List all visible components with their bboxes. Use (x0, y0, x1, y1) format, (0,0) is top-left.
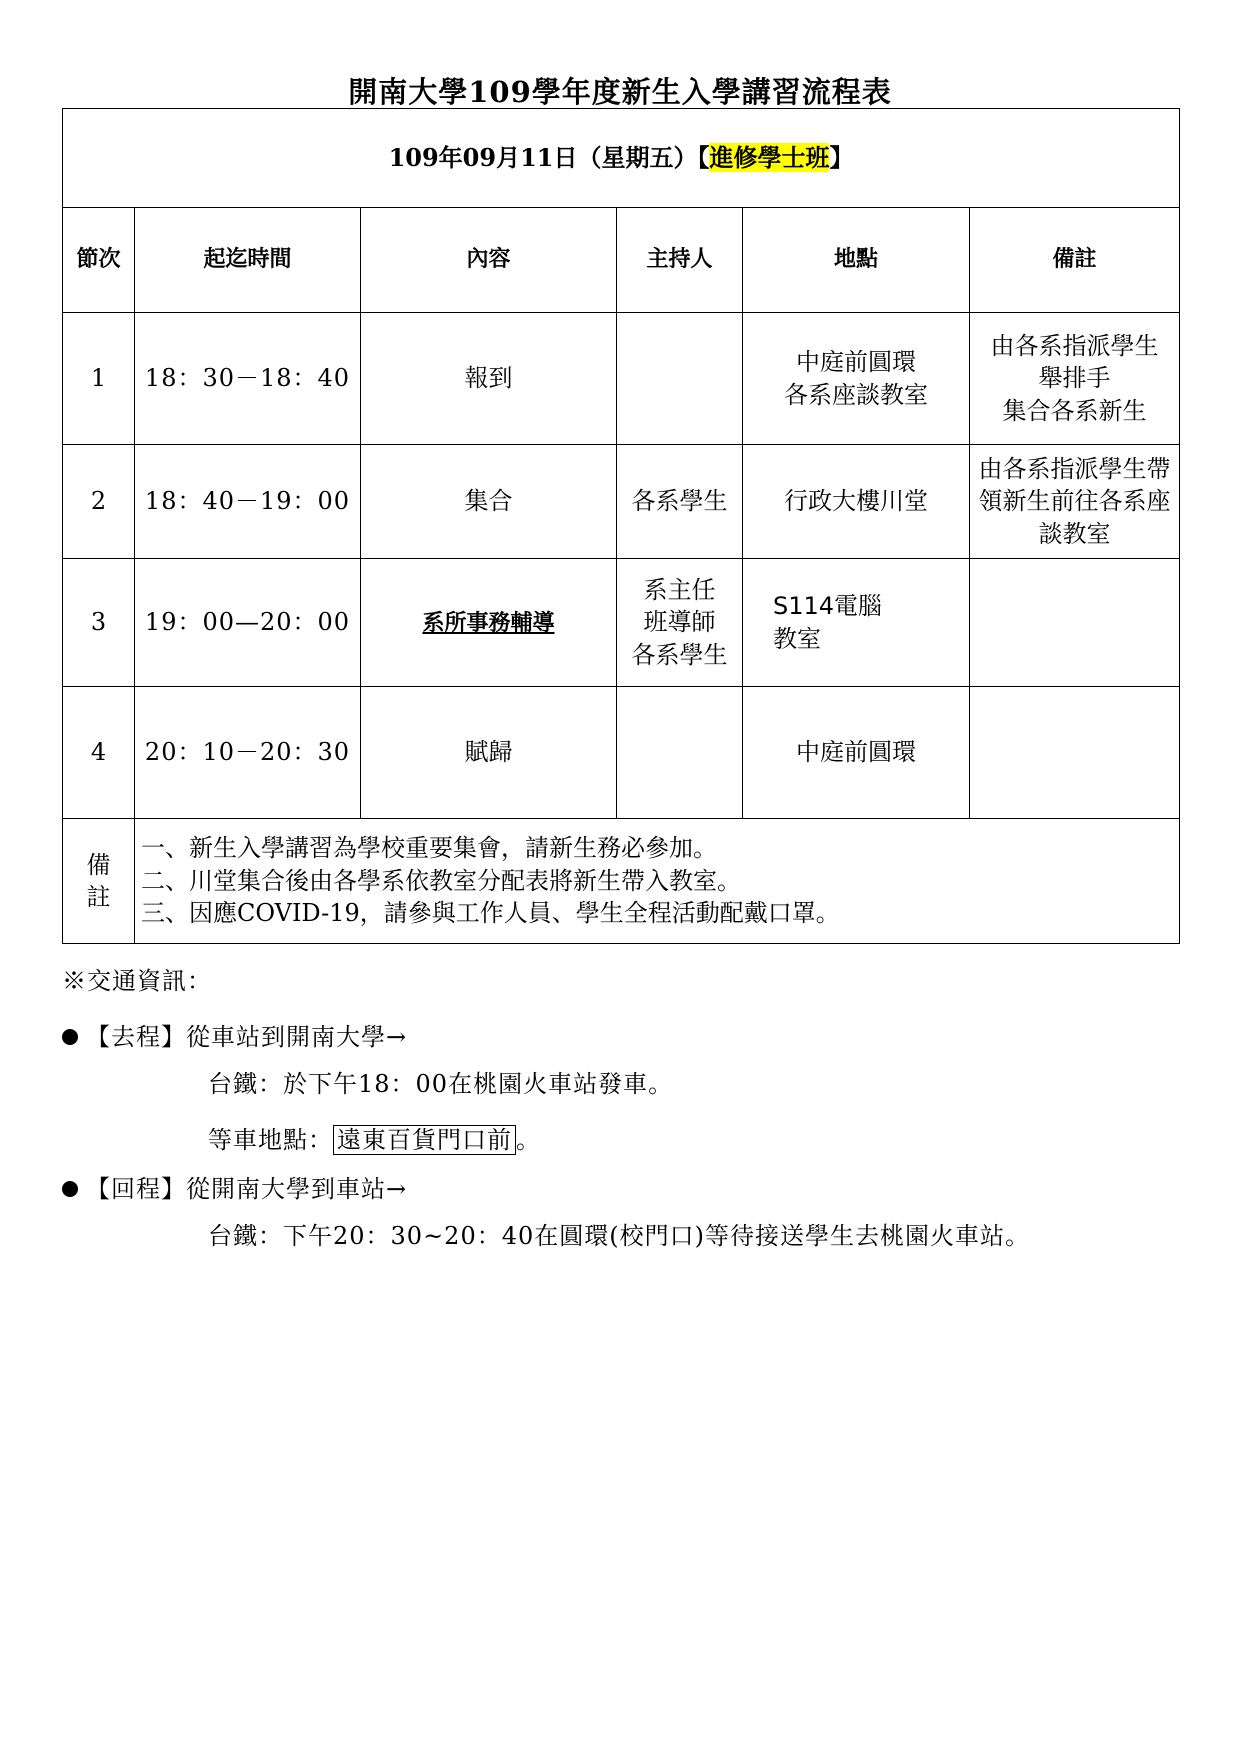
header-content: 內容 (361, 208, 617, 313)
remark-line: 由各系指派學生帶 (978, 454, 1171, 483)
date-prefix: 109年09月11日（星期五）【 (388, 142, 710, 172)
remark-line: 舉排手 (1038, 364, 1111, 393)
row-location (743, 445, 970, 559)
header-row (63, 208, 1180, 313)
row-time: 20：10－20：30 (135, 687, 361, 819)
outbound-heading (62, 1018, 1172, 1056)
note-item: 一、新生入學講習為學校重要集會，請新生務必參加。 (141, 834, 717, 863)
class-type-highlight: 進修學士班 (709, 142, 830, 172)
header-remark: 備註 (970, 208, 1180, 313)
notes-content (135, 819, 1180, 944)
table-row (63, 445, 1180, 559)
host-line: 系主任 (643, 575, 716, 604)
host-line: 各系學生 (631, 640, 728, 669)
outbound-trip (62, 1018, 1172, 1168)
row-session: 3 (63, 559, 135, 687)
outbound-heading-text: 【去程】從車站到開南大學→ (86, 1023, 408, 1051)
row-remark (970, 559, 1180, 687)
notes-row (63, 819, 1180, 944)
pickup-location-boxed: 遠東百貨門口前 (333, 1125, 516, 1155)
remark-line: 領新生前往各系座 (978, 487, 1171, 516)
table-row (63, 559, 1180, 687)
location-line: 中庭前圓環 (796, 738, 916, 767)
row-remark (970, 313, 1180, 445)
row-host (617, 313, 743, 445)
row-location (743, 559, 970, 687)
return-trip (62, 1170, 1172, 1264)
remark-line: 集合各系新生 (1002, 396, 1147, 425)
row-remark (970, 687, 1180, 819)
row-location (743, 313, 970, 445)
outbound-pickup-info (208, 1112, 1172, 1168)
traffic-info (62, 962, 1172, 1264)
return-heading (62, 1170, 1172, 1208)
traffic-title: ※交通資訊： (62, 967, 212, 995)
location-line (773, 590, 969, 622)
host-line: 班導師 (643, 608, 716, 637)
notes-label (63, 819, 135, 944)
note-item: 二、川堂集合後由各學系依教室分配表將新生帶入教室。 (141, 866, 741, 895)
location-line: 教室 (773, 624, 821, 653)
header-location: 地點 (743, 208, 970, 313)
row-content: 集合 (361, 445, 617, 559)
row-host (617, 687, 743, 819)
schedule-table (62, 108, 1180, 944)
table-row (63, 687, 1180, 819)
content-underlined: 系所事務輔導 (422, 610, 555, 637)
row-session: 1 (63, 313, 135, 445)
row-time: 18：30－18：40 (135, 313, 361, 445)
bullet-icon (62, 1029, 78, 1045)
row-session: 4 (63, 687, 135, 819)
remark-line: 談教室 (1038, 519, 1111, 548)
header-time: 起迄時間 (135, 208, 361, 313)
row-content: 報到 (361, 313, 617, 445)
return-train-info: 台鐵：下午20：30~20：40在圓環(校門口)等待接送學生去桃園火車站。 (208, 1222, 1030, 1250)
page-title: 開南大學109學年度新生入學講習流程表 (348, 75, 892, 109)
room-code: S114 (773, 592, 835, 621)
return-heading-text: 【回程】從開南大學到車站→ (86, 1175, 408, 1203)
row-host (617, 559, 743, 687)
row-time: 19：00—20：00 (135, 559, 361, 687)
row-content (361, 559, 617, 687)
room-name: 電腦 (834, 592, 883, 621)
row-remark (970, 445, 1180, 559)
row-time: 18：40－19：00 (135, 445, 361, 559)
location-line: 行政大樓川堂 (784, 487, 928, 516)
pickup-suffix: 。 (516, 1126, 541, 1154)
row-content: 賦歸 (361, 687, 617, 819)
outbound-train-info: 台鐵：於下午18：00在桃園火車站發車。 (208, 1070, 674, 1098)
location-line: 各系座談教室 (784, 380, 928, 409)
row-host: 各系學生 (617, 445, 743, 559)
header-host: 主持人 (617, 208, 743, 313)
row-location (743, 687, 970, 819)
location-line: 中庭前圓環 (796, 348, 916, 377)
note-item: 三、因應COVID-19，請參與工作人員、學生全程活動配戴口罩。 (141, 899, 840, 928)
notes-label-char: 註 (86, 883, 111, 911)
remark-line: 由各系指派學生 (990, 331, 1159, 360)
date-suffix: 】 (829, 142, 854, 172)
row-session: 2 (63, 445, 135, 559)
notes-label-char: 備 (86, 850, 111, 879)
pickup-prefix: 等車地點： (208, 1126, 333, 1154)
table-row (63, 313, 1180, 445)
bullet-icon (62, 1181, 78, 1197)
header-session: 節次 (63, 208, 135, 313)
date-header (63, 109, 1180, 208)
